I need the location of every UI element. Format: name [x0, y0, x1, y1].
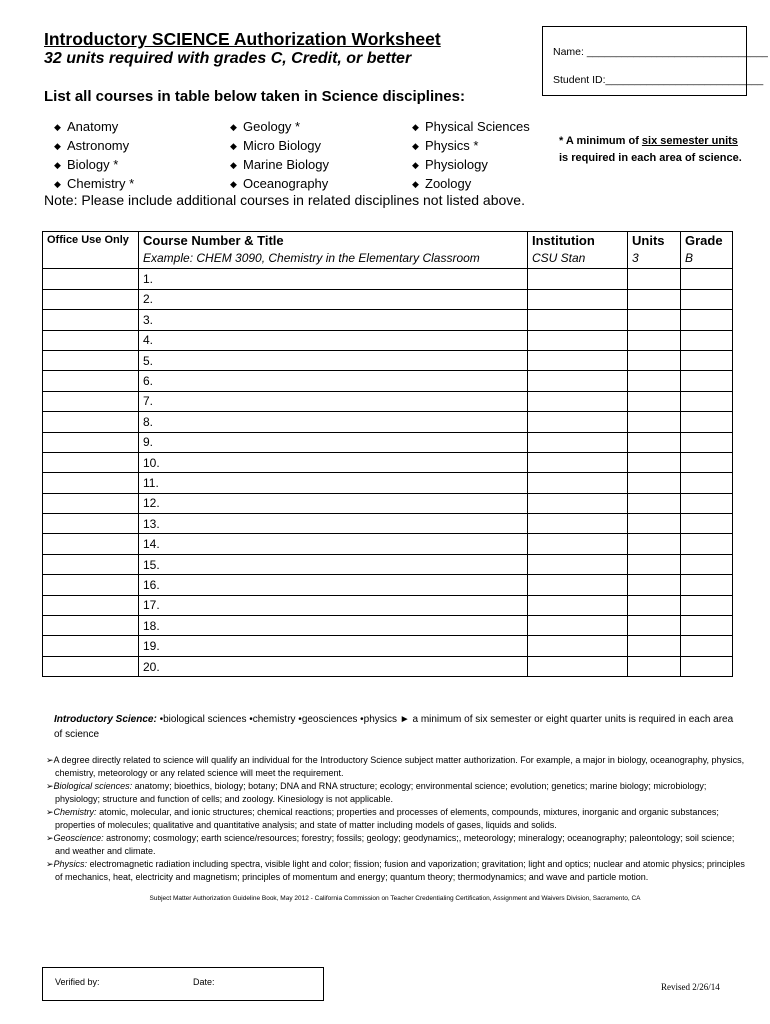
course-header: Course Number & Title — [139, 232, 528, 249]
units-cell[interactable] — [628, 514, 681, 534]
institution-cell[interactable] — [528, 432, 628, 452]
grade-cell[interactable] — [681, 514, 733, 534]
minimum-units-note: * A minimum of six semester units is required in each area of science. — [559, 135, 742, 164]
office-use-cell[interactable] — [43, 514, 139, 534]
course-cell[interactable]: 19. — [139, 636, 528, 656]
institution-cell[interactable] — [528, 514, 628, 534]
date-field[interactable]: Date: — [193, 977, 215, 987]
diamond-bullet-icon: ◆ — [412, 160, 419, 170]
units-cell[interactable] — [628, 636, 681, 656]
course-cell[interactable]: 4. — [139, 330, 528, 350]
grade-cell[interactable] — [681, 371, 733, 391]
grade-cell[interactable] — [681, 575, 733, 595]
grade-cell[interactable] — [681, 473, 733, 493]
units-requirement: 32 units required with grades C, Credit, or better — [44, 50, 412, 67]
definition-item: ➢A degree directly related to science will qualify an individual for the Introductory Science subject matter authorization. For example, a major in biology, oceanography, physics, chemistry, meteorology or any related science will meet the requirement. — [46, 755, 745, 778]
list-item: ◆ Micro Biology — [230, 138, 322, 153]
arrow-bullet-icon: ➢ — [46, 755, 54, 765]
arrow-bullet-icon: ➢ — [46, 807, 54, 817]
table-row — [43, 616, 733, 636]
grade-cell[interactable] — [681, 269, 733, 289]
list-item: ◆ Anatomy — [54, 119, 119, 134]
office-use-cell[interactable] — [43, 330, 139, 350]
list-item: ◆ Zoology — [412, 176, 472, 191]
list-item: ◆ Physiology — [412, 157, 488, 172]
table-row — [43, 656, 733, 676]
units-cell[interactable] — [628, 575, 681, 595]
units-cell[interactable] — [628, 656, 681, 676]
institution-cell[interactable] — [528, 350, 628, 370]
office-use-cell[interactable] — [43, 412, 139, 432]
institution-cell[interactable] — [528, 412, 628, 432]
grade-cell[interactable] — [681, 493, 733, 513]
course-cell[interactable]: 1. — [139, 269, 528, 289]
course-cell[interactable]: 11. — [139, 473, 528, 493]
source-citation: Subject Matter Authorization Guideline Book, May 2012 - California Commission on Teacher Credentialing Certification, Assignment and Waivers Division, Sacramento, CA — [149, 895, 641, 902]
arrow-bullet-icon: ➢ — [46, 781, 54, 791]
grade-cell[interactable] — [681, 534, 733, 554]
grade-cell[interactable] — [681, 310, 733, 330]
course-cell[interactable]: 16. — [139, 575, 528, 595]
course-instruction: List all courses in table below taken in Science disciplines: — [44, 88, 465, 105]
list-item: ◆ Chemistry * — [54, 176, 135, 191]
units-cell[interactable] — [628, 350, 681, 370]
office-use-cell[interactable] — [43, 636, 139, 656]
office-use-cell[interactable] — [43, 452, 139, 472]
list-item: ◆ Physics * — [412, 138, 479, 153]
units-cell[interactable] — [628, 269, 681, 289]
course-cell[interactable]: 20. — [139, 656, 528, 676]
list-item: ◆ Biology * — [54, 157, 119, 172]
course-cell[interactable]: 15. — [139, 554, 528, 574]
institution-cell[interactable] — [528, 310, 628, 330]
course-cell[interactable]: 18. — [139, 616, 528, 636]
course-cell[interactable]: 3. — [139, 310, 528, 330]
office-use-cell[interactable] — [43, 371, 139, 391]
office-use-cell[interactable] — [43, 554, 139, 574]
example-institution: CSU Stan — [528, 249, 628, 269]
discipline-list-1 — [54, 118, 134, 194]
office-use-cell[interactable] — [43, 350, 139, 370]
institution-header: Institution — [528, 232, 628, 249]
institution-cell[interactable] — [528, 269, 628, 289]
grade-cell[interactable] — [681, 595, 733, 615]
institution-cell[interactable] — [528, 493, 628, 513]
example-row — [43, 249, 733, 269]
diamond-bullet-icon: ◆ — [54, 179, 61, 189]
list-item: ◆ Physical Sciences — [412, 119, 530, 134]
table-row — [43, 452, 733, 472]
course-cell[interactable]: 13. — [139, 514, 528, 534]
discipline-list-2 — [230, 118, 329, 194]
diamond-bullet-icon: ◆ — [54, 160, 61, 170]
institution-cell[interactable] — [528, 554, 628, 574]
diamond-bullet-icon: ◆ — [412, 122, 419, 132]
example-grade: B — [681, 249, 733, 269]
table-row — [43, 350, 733, 370]
table-row — [43, 330, 733, 350]
office-use-header: Office Use Only — [43, 232, 139, 249]
example-units: 3 — [628, 249, 681, 269]
definition-item: ➢Physics: electromagnetic radiation including spectra, visible light and color; fission; fusion and vaporization; gravitation; light and optics; nuclear and atomic physics; principles of mechanics, heat, electricity and magnetism; principles of momentum and energy; quantum theory; thermodynamics; and wave and particle motion. — [46, 859, 745, 882]
units-cell[interactable] — [628, 554, 681, 574]
office-use-cell[interactable] — [43, 534, 139, 554]
table-row — [43, 595, 733, 615]
course-table — [42, 231, 733, 677]
grade-cell[interactable] — [681, 391, 733, 411]
table-row — [43, 371, 733, 391]
grade-cell[interactable] — [681, 636, 733, 656]
institution-cell[interactable] — [528, 473, 628, 493]
verified-by-field[interactable]: Verified by: — [55, 977, 100, 987]
definition-item: ➢Geoscience: astronomy; cosmology; earth science/resources; forestry; fossils; geology; geodynamics;, meteorology; mineralogy; oceanography; paleontology; soil science; and weather and climate. — [46, 833, 735, 856]
table-row — [43, 636, 733, 656]
office-use-cell — [43, 249, 139, 269]
list-item: ◆ Astronomy — [54, 138, 130, 153]
verification-box — [42, 967, 324, 1001]
course-cell[interactable]: 2. — [139, 289, 528, 309]
diamond-bullet-icon: ◆ — [230, 160, 237, 170]
institution-cell[interactable] — [528, 616, 628, 636]
office-use-cell[interactable] — [43, 310, 139, 330]
course-cell[interactable]: 10. — [139, 452, 528, 472]
units-cell[interactable] — [628, 310, 681, 330]
grade-cell[interactable] — [681, 350, 733, 370]
units-cell[interactable] — [628, 412, 681, 432]
table-row — [43, 514, 733, 534]
table-header-row — [43, 232, 733, 249]
course-cell[interactable]: 14. — [139, 534, 528, 554]
units-cell[interactable] — [628, 473, 681, 493]
course-cell[interactable]: 7. — [139, 391, 528, 411]
table-row — [43, 554, 733, 574]
office-use-cell[interactable] — [43, 432, 139, 452]
office-use-cell[interactable] — [43, 595, 139, 615]
student-id-field[interactable]: Student ID:___________________________ — [553, 74, 764, 86]
name-field[interactable]: Name: _______________________________ — [553, 46, 768, 58]
office-use-cell[interactable] — [43, 616, 139, 636]
units-cell[interactable] — [628, 616, 681, 636]
office-use-cell[interactable] — [43, 575, 139, 595]
additional-courses-note: Note: Please include additional courses in related disciplines not listed above. — [44, 192, 525, 208]
institution-cell[interactable] — [528, 452, 628, 472]
course-cell[interactable]: 9. — [139, 432, 528, 452]
arrow-bullet-icon: ➢ — [46, 833, 54, 843]
institution-cell[interactable] — [528, 330, 628, 350]
revision-date: Revised 2/26/14 — [661, 982, 720, 992]
grade-cell[interactable] — [681, 330, 733, 350]
diamond-bullet-icon: ◆ — [412, 141, 419, 151]
definition-item: ➢Biological sciences: anatomy; bioethics, biology; botany; DNA and RNA structure; ecology; environmental science; evolution; genetics; marine biology; microbiology; physiology; structure and function of cells; and zoology. Kinesiology is not applicable. — [46, 781, 707, 804]
units-cell[interactable] — [628, 534, 681, 554]
page-title: Introductory SCIENCE Authorization Worksheet — [44, 29, 441, 49]
definitions — [46, 754, 746, 884]
table-row — [43, 310, 733, 330]
office-use-cell[interactable] — [43, 269, 139, 289]
institution-cell[interactable] — [528, 656, 628, 676]
institution-cell[interactable] — [528, 575, 628, 595]
table-row — [43, 269, 733, 289]
units-cell[interactable] — [628, 595, 681, 615]
grade-cell[interactable] — [681, 656, 733, 676]
course-cell[interactable]: 5. — [139, 350, 528, 370]
units-cell[interactable] — [628, 391, 681, 411]
office-use-cell[interactable] — [43, 656, 139, 676]
units-cell[interactable] — [628, 289, 681, 309]
grade-cell[interactable] — [681, 616, 733, 636]
units-cell[interactable] — [628, 493, 681, 513]
grade-cell[interactable] — [681, 554, 733, 574]
institution-cell[interactable] — [528, 636, 628, 656]
diamond-bullet-icon: ◆ — [54, 122, 61, 132]
grade-cell[interactable] — [681, 452, 733, 472]
table-row — [43, 412, 733, 432]
office-use-cell[interactable] — [43, 391, 139, 411]
table-row — [43, 575, 733, 595]
units-cell[interactable] — [628, 452, 681, 472]
units-header: Units — [628, 232, 681, 249]
table-row — [43, 473, 733, 493]
office-use-cell[interactable] — [43, 289, 139, 309]
table-row — [43, 493, 733, 513]
table-row — [43, 432, 733, 452]
list-item: ◆ Geology * — [230, 119, 301, 134]
diamond-bullet-icon: ◆ — [230, 179, 237, 189]
list-item: ◆ Marine Biology — [230, 157, 329, 172]
arrow-bullet-icon: ➢ — [46, 859, 54, 869]
office-use-cell[interactable] — [43, 493, 139, 513]
diamond-bullet-icon: ◆ — [230, 141, 237, 151]
institution-cell[interactable] — [528, 595, 628, 615]
grade-cell[interactable] — [681, 432, 733, 452]
discipline-list-3 — [412, 118, 530, 194]
grade-header: Grade — [681, 232, 733, 249]
list-item: ◆ Oceanography — [230, 176, 329, 191]
course-cell[interactable]: 17. — [139, 595, 528, 615]
table-row — [43, 289, 733, 309]
table-row — [43, 391, 733, 411]
intro-science-summary: Introductory Science: •biological sciences •chemistry •geosciences •physics ► a minimum of six semester or eight quarter units is required in each area of science — [54, 714, 734, 740]
units-cell[interactable] — [628, 330, 681, 350]
example-course: Example: CHEM 3090, Chemistry in the Elementary Classroom — [139, 249, 528, 269]
institution-cell[interactable] — [528, 534, 628, 554]
table-row — [43, 534, 733, 554]
course-cell[interactable]: 12. — [139, 493, 528, 513]
grade-cell[interactable] — [681, 412, 733, 432]
diamond-bullet-icon: ◆ — [230, 122, 237, 132]
institution-cell[interactable] — [528, 391, 628, 411]
institution-cell[interactable] — [528, 289, 628, 309]
definition-item: ➢Chemistry: atomic, molecular, and ionic structures; chemical reactions; properties and processes of elements, compounds, mixtures, inorganic and organic substances; properties of molecules; qualitative and quantitative analysis; and state of matter including models of gases, liquids and solids. — [46, 807, 719, 830]
institution-cell[interactable] — [528, 371, 628, 391]
course-cell[interactable]: 8. — [139, 412, 528, 432]
name-box — [542, 26, 768, 96]
units-cell[interactable] — [628, 371, 681, 391]
diamond-bullet-icon: ◆ — [412, 179, 419, 189]
course-cell[interactable]: 6. — [139, 371, 528, 391]
diamond-bullet-icon: ◆ — [54, 141, 61, 151]
office-use-cell[interactable] — [43, 473, 139, 493]
units-cell[interactable] — [628, 432, 681, 452]
grade-cell[interactable] — [681, 289, 733, 309]
